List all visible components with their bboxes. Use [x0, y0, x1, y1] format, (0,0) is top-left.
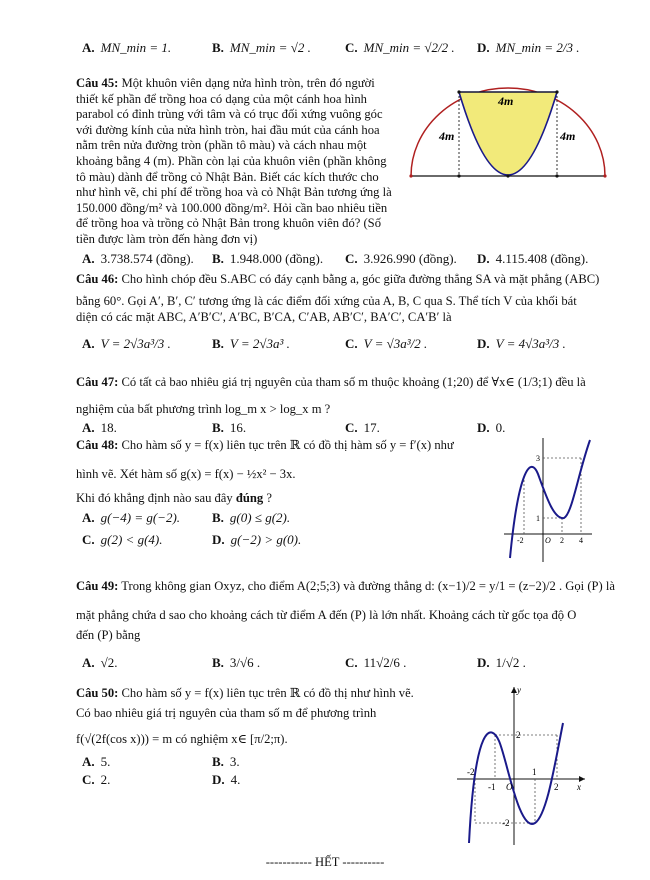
q46-option-b: B. V = 2√3a³ . — [212, 336, 290, 351]
q49-option-d: D. 1/√2 . — [477, 655, 526, 670]
q45-option-c: C. 3.926.990 (đồng). — [345, 251, 457, 266]
label-y1: 1 — [536, 514, 540, 523]
label-right-4m: 4m — [560, 129, 576, 143]
q50-option-a: A. 5. — [82, 754, 111, 769]
footer-end-marker: ----------- HẾT ---------- — [265, 855, 385, 869]
f-curve — [469, 723, 563, 843]
q44-option-a: A. MN_min = 1. — [82, 40, 172, 55]
q46-line-2: bằng 60°. Gọi A′, B′, C′ tương ứng là các điểm đối xứng của A, B, C qua S. Thể tích V của khối bát — [76, 294, 577, 308]
q47-option-a: A. 18. — [82, 420, 117, 435]
label-left-4m: 4m — [439, 129, 455, 143]
label-origin: O — [545, 536, 551, 545]
q45-option-b: B. 1.948.000 (đồng). — [212, 251, 324, 266]
label-xn1: -1 — [488, 782, 496, 792]
q50-option-d: D. 4. — [212, 772, 241, 787]
q50-line-2: Có bao nhiêu giá trị nguyên của tham số m để phương trình — [76, 706, 377, 720]
label-x4: 4 — [579, 536, 583, 545]
q47-option-c: C. 17. — [345, 420, 380, 435]
q50-line-3: f(√(2f(cos x))) = m có nghiệm x∈ [π/2;π). — [76, 732, 288, 746]
q46-line-1: Câu 46: Cho hình chóp đều S.ABC có đáy cạnh bằng a, góc giữa đường thẳng SA và mặt phẳng (ABC) — [76, 272, 600, 286]
q46-option-d: D. V = 4√3a³/3 . — [477, 336, 566, 351]
q50-graph — [455, 683, 590, 848]
q50-line-1: Câu 50: Cho hàm số y = f(x) liên tục trên ℝ có đồ thị như hình vẽ. — [76, 686, 414, 700]
q48-option-b: B. g(0) ≤ g(2). — [212, 510, 291, 525]
q47-option-d: D. 0. — [477, 420, 506, 435]
q48-line-2: hình vẽ. Xét hàm số g(x) = f(x) − ½x² − 3x. — [76, 467, 296, 481]
label-x2: 2 — [554, 782, 559, 792]
q44-option-c: C. MN_min = √2/2 . — [345, 40, 455, 55]
label-y2: 2 — [516, 730, 521, 740]
label-y: y — [517, 685, 521, 695]
q48-option-a: A. g(−4) = g(−2). — [82, 510, 181, 525]
q44-option-d: D. MN_min = 2/3 . — [477, 40, 580, 55]
label-xn2: -2 — [467, 767, 475, 777]
q45-option-d: D. 4.115.408 (đồng). — [477, 251, 589, 266]
q44-option-b: B. MN_min = √2 . — [212, 40, 311, 55]
label-top-4m: 4m — [498, 94, 514, 108]
q46-option-a: A. V = 2√3a³/3 . — [82, 336, 171, 351]
q49-option-b: B. 3/√6 . — [212, 655, 261, 670]
q47-option-b: B. 16. — [212, 420, 247, 435]
q48-graph — [500, 434, 595, 564]
q48-option-c: C. g(2) < g(4). — [82, 532, 163, 547]
q49-option-a: A. √2. — [82, 655, 118, 670]
q50-option-b: B. 3. — [212, 754, 240, 769]
q47-line-1: Câu 47: Có tất cả bao nhiêu giá trị nguyên của tham số m thuộc khoảng (1;20) để ∀x∈ (1/3;1) đều là — [76, 375, 586, 389]
label-y3: 3 — [536, 454, 540, 463]
label-x: x — [577, 782, 581, 792]
q49-option-c: C. 11√2/6 . — [345, 655, 407, 670]
q49-line-2: mặt phẳng chứa d sao cho khoảng cách từ điểm A đến (P) là lớn nhất. Khoảng cách từ gốc tọa độ O — [76, 608, 577, 622]
q46-line-3: diện có các mặt ABC, A′B′C′, A′BC, B′CA, C′AB, AB′C′, BA′C′, CA′B′ là — [76, 310, 452, 324]
q45-number: Câu 45: — [76, 76, 119, 90]
q45-option-a: A. 3.738.574 (đồng). — [82, 251, 194, 266]
label-x2: 2 — [560, 536, 564, 545]
q49-line-3: đến (P) bằng — [76, 628, 141, 642]
q46-option-c: C. V = √3a³/2 . — [345, 336, 428, 351]
q47-line-2: nghiệm của bất phương trình log_m x > log_x m ? — [76, 402, 331, 416]
q48-line-1: Câu 48: Cho hàm số y = f(x) liên tục trên ℝ có đồ thị hàm số y = f′(x) như — [76, 438, 454, 452]
q45-figure — [405, 82, 611, 182]
q49-line-1: Câu 49: Trong không gian Oxyz, cho điểm A(2;5;3) và đường thẳng d: (x−1)/2 = y/1 = (z−2)/2 . Gọi (P) là — [76, 579, 615, 593]
q45-text: Câu 45: Một khuôn viên dạng nửa hình tròn, trên đó người thiết kế phần để trồng hoa có dạng của một cánh hoa hình parabol có đỉnh trùng với tâm và có trục đối xứng vuông góc với đường kính của nửa hình tròn, hai đầu mút của cánh hoa nằm trên nửa đường tròn (phần tô màu) và cách nhau một khoảng bằng 4 (m). Phần còn lại của khuôn viên (phần không tô màu) dành để trồng cỏ Nhật Bản. Biết các kích thước cho như hình vẽ, chi phí để trồng hoa và cỏ Nhật Bản tương ứng là 150.000 đồng/m² và 100.000 đồng/m². Hỏi cần bao nhiêu tiền để trồng hoa và trồng cỏ Nhật Bản trong khuôn viên đó? (Số tiền được làm tròn đến hàng đơn vị) — [76, 76, 392, 246]
q48-option-d: D. g(−2) > g(0). — [212, 532, 302, 547]
q48-line-3: Khi đó khẳng định nào sau đây đúng ? — [76, 491, 272, 505]
label-xn2: -2 — [517, 536, 524, 545]
label-yn2: -2 — [502, 818, 510, 828]
label-x1: 1 — [532, 767, 537, 777]
label-origin: O — [506, 782, 513, 792]
q50-option-c: C. 2. — [82, 772, 111, 787]
